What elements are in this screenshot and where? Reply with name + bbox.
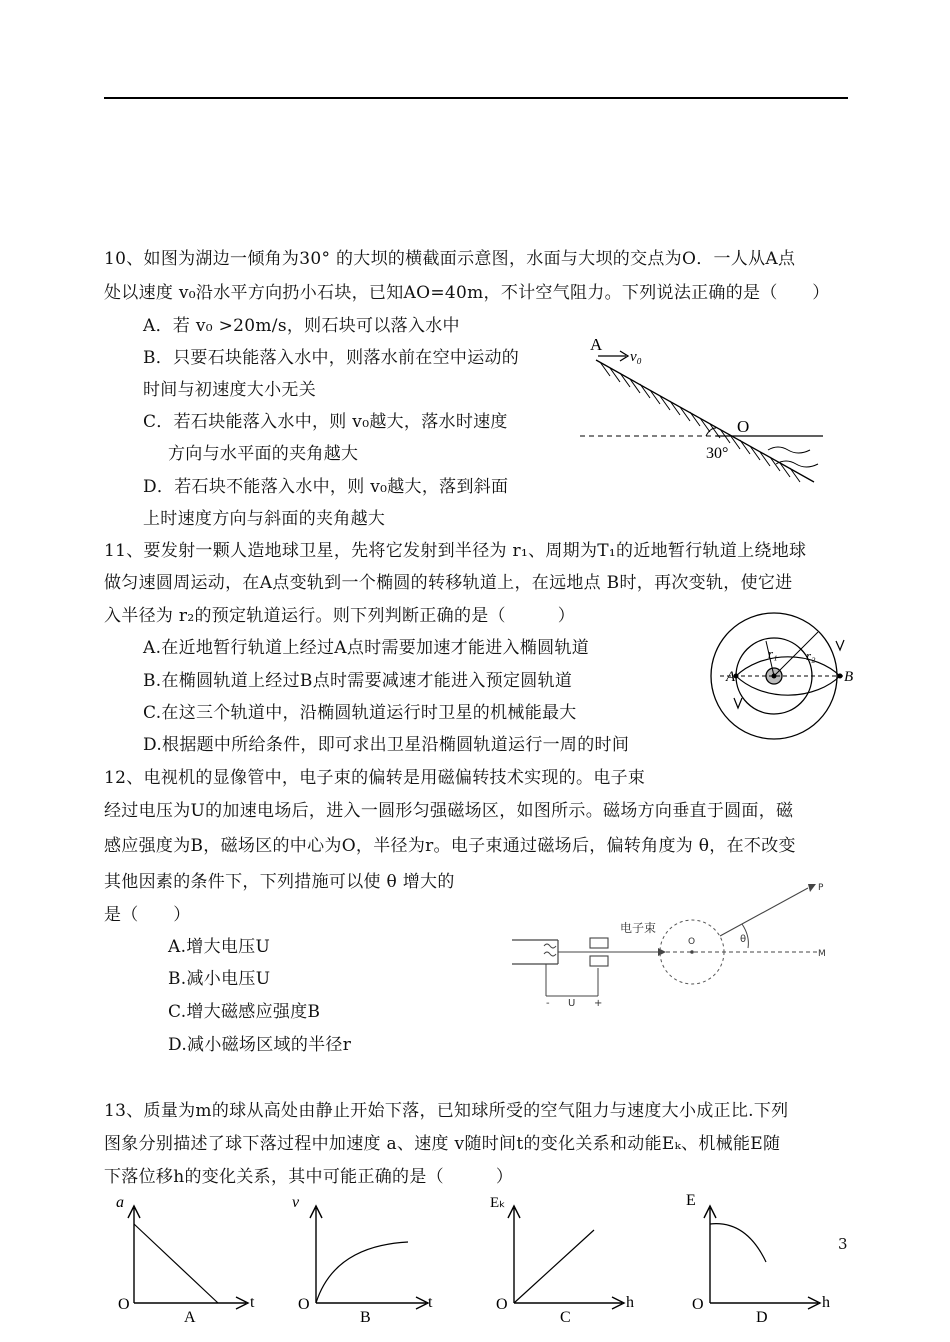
q11-line3: 入半径为 r₂的预定轨道运行。则下列判断正确的是（ ） [104,606,576,626]
crt-label-minus: - [546,998,550,1009]
q10-option-b: B．只要石块能落入水中，则落水前在空中运动的 [143,348,520,368]
graph-c-label: C [560,1309,571,1326]
graph-b-x-label: t [428,1294,433,1311]
q10-option-d-cont: 上时速度方向与斜面的夹角越大 [143,509,386,529]
q13-line3: 下落位移h的变化关系，其中可能正确的是（ ） [104,1167,514,1187]
crt-label-m: M [818,949,826,959]
q10-option-b-cont: 时间与初速度大小无关 [143,380,316,400]
graph-c-x-label: h [626,1294,634,1311]
dam-label-a: A [590,335,603,354]
crt-label-plus: + [594,998,603,1009]
crt-label-o: O [688,937,696,947]
q12-line4: 其他因素的条件下，下列措施可以使 θ 增大的 [104,872,455,892]
crt-diagram [510,878,830,1008]
q12-option-d: D.减小磁场区域的半径r [168,1035,352,1055]
q13-line1: 13、质量为m的球从高处由静止开始下落，已知球所受的空气阻力与速度大小成正比.下列 [104,1101,789,1121]
orbit-label-r1: r₁ [768,646,778,661]
q11-option-b: B.在椭圆轨道上经过B点时需要减速才能进入预定圆轨道 [143,671,573,691]
crt-label-u: U [568,998,576,1009]
graph-a-label: A [184,1309,196,1326]
graph-c [488,1190,648,1330]
orbit-label-r2: r₂ [806,648,816,663]
orbit-diagram [708,610,858,745]
graph-c-y-label: Eₖ [490,1195,506,1211]
q12-option-b: B.减小电压U [168,969,271,989]
crt-label-theta: θ [740,934,747,945]
graph-a-origin: O [118,1296,130,1313]
dam-diagram [578,332,828,492]
graph-d-label: D [756,1309,768,1326]
q11-option-c: C.在这三个轨道中，沿椭圆轨道运行时卫星的机械能最大 [143,703,577,723]
graph-b-label: B [360,1309,371,1326]
q11-option-d: D.根据题中所给条件，即可求出卫星沿椭圆轨道运行一周的时间 [143,735,630,755]
page-number: 3 [838,1235,848,1253]
graph-d [682,1190,842,1330]
dam-label-v0: v₀ [630,349,642,365]
graph-b-y-label: v [292,1194,300,1211]
graph-a [110,1190,270,1330]
q11-option-a: A.在近地暂行轨道上经过A点时需要加速才能进入椭圆轨道 [143,638,590,658]
q12-line5: 是（ ） [104,905,191,925]
q10-option-a: A．若 v₀ >20m/s，则石块可以落入水中 [143,316,460,336]
dam-label-angle: 30° [706,445,729,462]
q13-line2: 图象分别描述了球下落过程中加速度 a、速度 v随时间t的变化关系和动能Eₖ、机械能E随 [104,1134,781,1154]
graph-c-origin: O [496,1296,508,1313]
q12-line3: 感应强度为B，磁场区的中心为O，半径为r。电子束通过磁场后，偏转角度为 θ，在不改变 [104,836,796,856]
crt-label-p: P [818,883,824,893]
q10-option-c-cont: 方向与水平面的夹角越大 [168,444,359,464]
q12-option-a: A.增大电压U [168,937,271,957]
q11-line2: 做匀速圆周运动，在A点变轨到一个椭圆的转移轨道上，在远地点 B时，再次变轨，使它进 [104,573,793,593]
q10-option-c: C．若石块能落入水中，则 v₀越大，落水时速度 [143,412,508,432]
q10-option-d: D．若石块不能落入水中，则 v₀越大，落到斜面 [143,477,509,497]
orbit-label-b: B [844,669,854,685]
graph-a-y-label: a [116,1194,124,1211]
graph-d-origin: O [692,1296,704,1313]
crt-label-beam: 电子束 [620,921,657,935]
graph-a-x-label: t [250,1294,255,1311]
graph-b-origin: O [298,1296,310,1313]
q11-line1: 11、要发射一颗人造地球卫星，先将它发射到半径为 r₁、周期为T₁的近地暂行轨道上绕地球 [104,541,807,561]
q12-option-c: C.增大磁感应强度B [168,1002,321,1022]
graph-d-x-label: h [822,1294,830,1311]
q12-line1: 12、电视机的显像管中，电子束的偏转是用磁偏转技术实现的。电子束 [104,768,646,788]
q10-line1: 10、如图为湖边一倾角为30° 的大坝的横截面示意图，水面与大坝的交点为O．一人从A点 [104,249,796,269]
header-rule [104,97,848,99]
graph-d-y-label: E [686,1192,696,1209]
dam-label-o: O [737,417,750,436]
q12-line2: 经过电压为U的加速电场后，进入一圆形匀强磁场区，如图所示。磁场方向垂直于圆面，磁 [104,801,794,821]
graph-b [290,1190,450,1330]
orbit-label-a: A [726,669,736,685]
q10-line2: 处以速度 v₀沿水平方向扔小石块，已知AO=40m，不计空气阻力。下列说法正确的是（ ） [104,283,830,303]
